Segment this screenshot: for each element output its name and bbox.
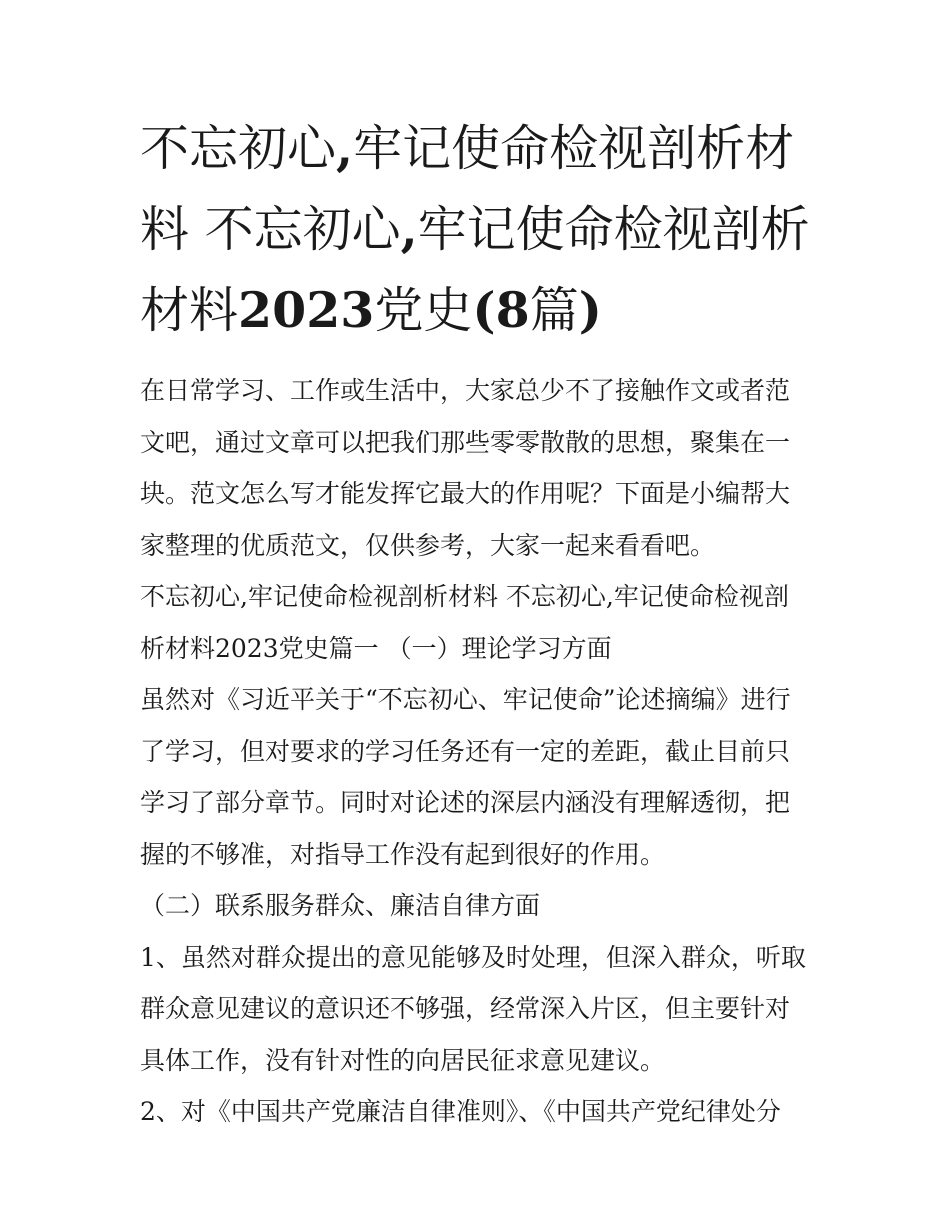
document-page	[140, 108, 812, 1138]
section-heading-paragraph: 不忘初心,牢记使命检视剖析材料 不忘初心,牢记使命检视剖析材料2023党史篇一 （一）理论学习方面	[140, 582, 789, 663]
title-comma-1: ,	[336, 119, 354, 177]
document-title	[140, 108, 812, 351]
list-item-1: 1、虽然对群众提出的意见能够及时处理，但深入群众，听取群众意见建议的意识还不够强，经常深入片区，但主要针对具体工作，没有针对性的向居民征求意见建议。	[140, 942, 806, 1075]
title-part-1: 不忘初心	[140, 120, 337, 177]
title-part-2: 牢记使命检视剖析材料 不忘初心	[140, 120, 795, 258]
title-paren-close: )	[578, 281, 602, 339]
theory-study-paragraph: 虽然对《习近平关于“不忘初心、牢记使命”论述摘编》进行了学习，但对要求的学习任务还有一定的差距，截止目前只学习了部分章节。同时对论述的深层内涵没有理解透彻，把握的不够准，对指导工作没有起到很好的作用。	[140, 685, 791, 869]
title-part-4: 党史	[374, 282, 473, 339]
title-part-5: 篇	[529, 282, 579, 339]
intro-paragraph: 在日常学习、工作或生活中，大家总少不了接触作文或者范文吧，通过文章可以把我们那些零零散散的思想，聚集在一块。范文怎么写才能发挥它最大的作用呢？下面是小编帮大家整理的优质范文，仅供参考，大家一起来看看吧。	[140, 376, 791, 560]
title-part-3: 牢记使命检视剖析材料	[140, 201, 810, 339]
title-paren-open: (8	[472, 281, 530, 339]
list-item-2: 2、对《中国共产党廉洁自律准则》、《中国共产党纪律处分	[140, 1097, 781, 1126]
title-comma-2: ,	[400, 200, 418, 258]
title-year: 2023	[238, 281, 375, 339]
subsection-heading: （二）联系服务群众、廉洁自律方面	[140, 891, 541, 920]
